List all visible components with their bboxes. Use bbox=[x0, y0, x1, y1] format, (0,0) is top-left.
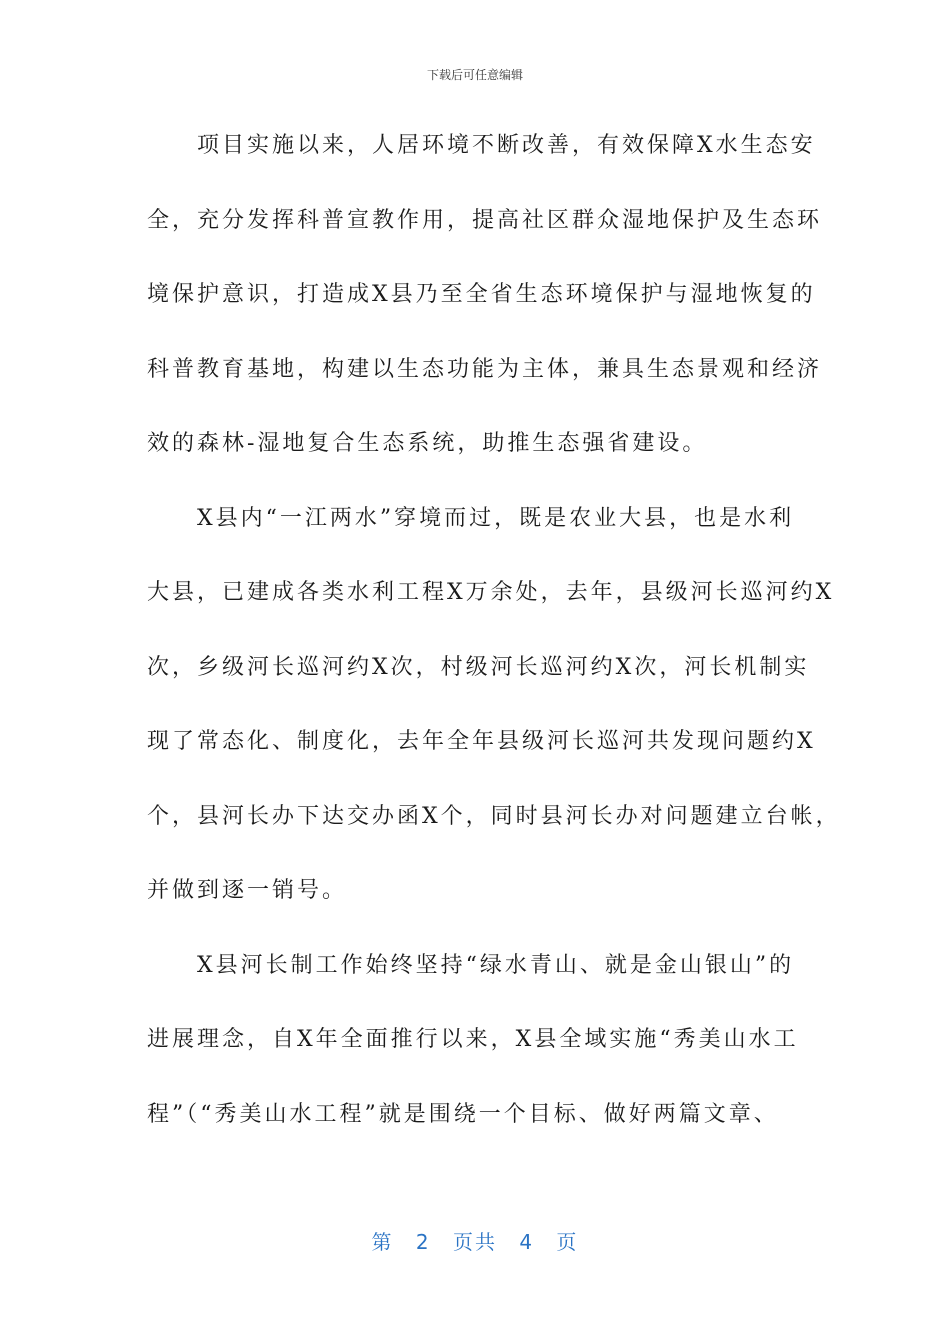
text-line: 程”（“秀美山水工程”就是围绕一个目标、做好两篇文章、 bbox=[147, 1101, 779, 1127]
text-line: 效的森林-湿地复合生态系统，助推生态强省建设。 bbox=[147, 431, 708, 456]
text-line: 现了常态化、制度化，去年全年县级河长巡河共发现问题约X bbox=[147, 729, 816, 754]
document-body bbox=[147, 128, 841, 1171]
text-line: 科普教育基地，构建以生态功能为主体，兼具生态景观和经济 bbox=[147, 356, 823, 382]
text-line: 大县，已建成各类水利工程X万余处，去年，县级河长巡河约X bbox=[147, 580, 835, 605]
header-note: 下载后可任意编辑 bbox=[426, 68, 523, 82]
text-line: 境保护意识，打造成X县乃至全省生态环境保护与湿地恢复的 bbox=[147, 282, 816, 307]
text-line: 项目实施以来，人居环境不断改善，有效保障X水生态安 bbox=[147, 133, 816, 158]
text-line: 次，乡级河长巡河约X次，村级河长巡河约X次，河长机制实 bbox=[147, 654, 810, 680]
text-line: 进展理念，自X年全面推行以来，X县全域实施“秀美山水工 bbox=[147, 1027, 799, 1052]
page-number: 第 2 页共 4 页 bbox=[371, 1230, 579, 1254]
text-line: X县河长制工作始终坚持“绿水青山、就是金山银山”的 bbox=[147, 952, 795, 978]
text-line: 个，县河长办下达交办函X个，同时县河长办对问题建立台帐， bbox=[147, 803, 841, 829]
text-line: X县内“一江两水”穿境而过，既是农业大县，也是水利 bbox=[147, 505, 795, 531]
text-line: 并做到逐一销号。 bbox=[147, 878, 348, 903]
text-line: 全，充分发挥科普宣教作用，提高社区群众湿地保护及生态环 bbox=[147, 207, 823, 233]
